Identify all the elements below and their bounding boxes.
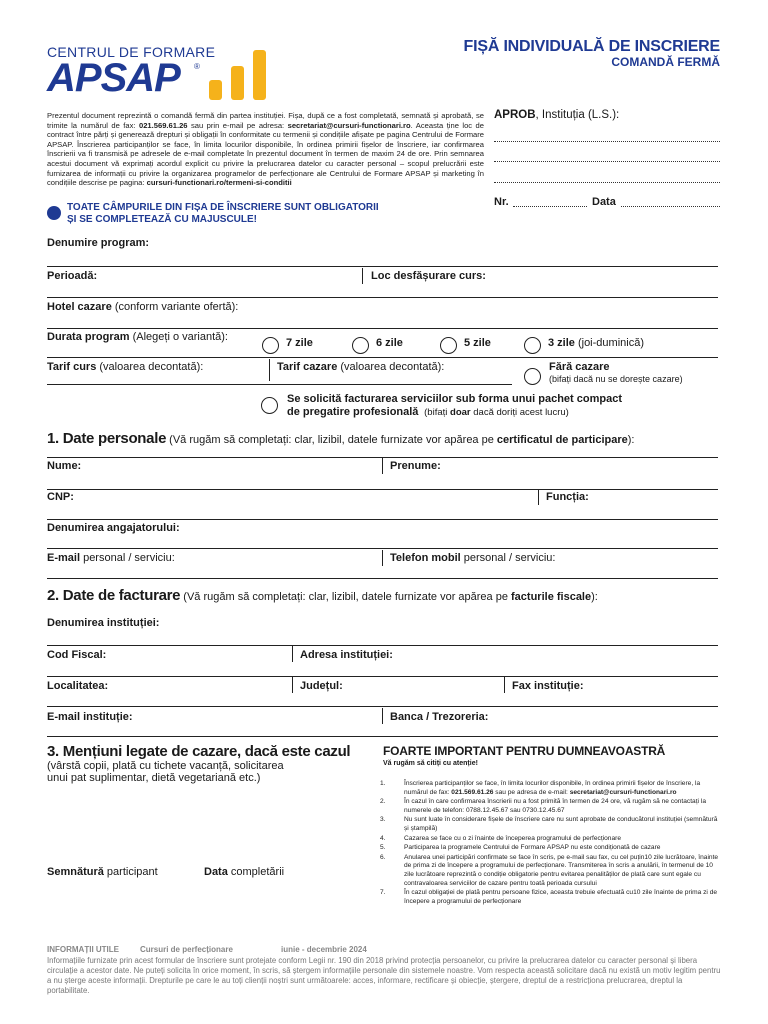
intro-paragraph (47, 111, 484, 188)
item-number: 3. (380, 816, 386, 824)
approval-label (494, 109, 619, 121)
duration-7-label: 7 zile (286, 337, 313, 349)
section-2-sub-post: ): (591, 591, 598, 603)
fee-line[interactable] (47, 384, 512, 385)
cnp-label: CNP: (47, 491, 74, 503)
contact-divider (382, 550, 383, 566)
section-3-heading: 3. Mențiuni legate de cazare, dacă este cazul (47, 743, 351, 760)
section-1-sub-bold: certificatul de participare (496, 434, 628, 446)
mobile-phone-label-bold: Telefon mobil (390, 552, 461, 564)
section-1-heading: 1. Date personale (47, 430, 167, 447)
section-1-sub-pre: (Vă rugăm să completați: clar, lizibil, datele furnizate vor apărea pe (166, 434, 497, 446)
completion-date-label (204, 866, 284, 878)
form-title: FIȘĂ INDIVIDUALĂ DE INSCRIERE (463, 38, 720, 55)
city-divider (292, 677, 293, 693)
personal-email-label (47, 552, 175, 564)
last-name-label: Nume: (47, 460, 82, 472)
location-label: Loc desfășurare curs: (371, 270, 486, 282)
cnp-field[interactable] (47, 519, 718, 520)
mobile-phone-label (390, 552, 555, 564)
item-7-text: În cazul obligației de plată pentru persoane fizice, aceasta trebuie efectuată cu10 zile înainte de prima zi de începere a programului de perfecționare (404, 889, 718, 905)
approval-label-rest: , Instituția (L.S.): (535, 109, 620, 121)
institution-name-field[interactable] (47, 645, 718, 646)
section-2-sub-bold: facturile fiscale (511, 591, 592, 603)
no-accommodation-checkbox[interactable] (524, 368, 541, 385)
tax-code-label: Cod Fiscal: (47, 649, 107, 661)
hotel-label-bold: Hotel cazare (47, 301, 112, 313)
approval-dotline-1[interactable] (494, 141, 720, 142)
section-1-sub-post: ): (627, 434, 635, 446)
item-1-text: Înscrierea participanților se face, în limita locurilor disponibile, în ordinea primirii fișelor de înscriere, la numărul de fax: (404, 780, 701, 796)
notice-line-1: TOATE CÂMPURILE DIN FIȘA DE ÎNSCRIERE SUNT OBLIGATORII (67, 202, 379, 213)
approval-dotline-2[interactable] (494, 161, 720, 162)
section-3-notes-area[interactable] (47, 788, 367, 860)
signature-label (47, 866, 158, 878)
item-number: 2. (380, 798, 386, 806)
section-2-sub-pre: (Vă rugăm să completați: clar, lizibil, datele furnizate vor apărea pe (180, 591, 512, 603)
important-item-7 (380, 889, 720, 906)
item-4-text: Cazarea se face cu o zi înainte de începerea programului de perfecționare (404, 834, 621, 842)
section-3-desc-2: unui pat suplimentar, dietă vegetariană etc.) (47, 772, 261, 784)
footer-courses: Cursuri de perfecționare (140, 945, 233, 954)
institution-email-label: E-mail instituție: (47, 711, 133, 723)
item-number: 5. (380, 844, 386, 852)
important-title: FOARTE IMPORTANT PENTRU DUMNEAVOASTRĂ (383, 744, 666, 758)
approval-data-label: Data (592, 196, 616, 208)
intro-terms-link[interactable]: cursuri-functionari.ro/termeni-si-conditii (146, 178, 292, 188)
logo-registered: ® (194, 62, 200, 71)
period-divider (362, 268, 363, 284)
program-name-field[interactable] (47, 266, 718, 267)
accommodation-fee-label-rest: (valoarea decontată): (337, 361, 445, 373)
package-note (422, 407, 569, 418)
package-line-2-bold: de pregatire profesională (287, 406, 419, 418)
name-field[interactable] (47, 489, 718, 490)
duration-3-label-bold: 3 zile (548, 337, 575, 349)
city-label: Localitatea: (47, 680, 109, 692)
duration-5-label: 5 zile (464, 337, 491, 349)
tax-code-divider (292, 646, 293, 662)
logo-brand: APSAP (47, 56, 180, 100)
personal-email-label-bold: E-mail (47, 552, 81, 564)
intro-text-3: . Aceasta ține loc de contract între părți și generează drepturi și obligații în conformitate cu termenii și condițiile afișate pe pagina Centrului de Formare APSAP. Înscrierea participanților se face, în limita locurilor disponibile, în ordinea primirii fișelor de înscriere, iar confirmarea înscrierii va fi transmisă pe adresele de e-mail completate în prezentul document în termen de maxim 24 de ore. Prin semnarea acestui document vă exprimați acordul explicit cu privire la prelucrarea datelor cu caracter personal – scopul prelucrării este furnizarea de informații cu privire la organizarea programelor de perfecționare ale Centrului de Formare APSAP și marketing în condițiile descrise pe pagina: (47, 120, 484, 188)
important-item-5 (380, 844, 720, 853)
institution-fax-label: Fax instituție: (512, 680, 584, 692)
intro-text-2: sau prin e-mail pe adresa: (187, 120, 288, 130)
item-5-text: Participarea la programele Centrului de Formare APSAP nu este condiționată de cazare (404, 844, 661, 852)
item-number: 6. (380, 853, 386, 861)
package-note-pre: (bifați (424, 407, 451, 418)
section-1-title (47, 430, 634, 447)
package-line-1: Se solicită facturarea serviciilor sub forma unui pachet compact (287, 393, 623, 405)
section-3-title (47, 743, 350, 760)
mobile-phone-label-rest: personal / serviciu: (460, 552, 556, 564)
item-number: 4. (380, 834, 386, 842)
institution-address-label: Adresa instituției: (300, 649, 393, 661)
hotel-field[interactable] (47, 328, 718, 329)
approval-data-field[interactable] (621, 206, 720, 207)
notice-dot-icon (47, 206, 61, 220)
item-1-mid: sau pe adresa de e-mail: (493, 788, 570, 796)
duration-7-radio[interactable] (262, 337, 279, 354)
item-1-fax: 021.569.61.26 (451, 788, 494, 796)
signature-label-rest: participant (103, 866, 158, 878)
form-subtitle: COMANDĂ FERMĂ (611, 55, 720, 69)
hotel-label (47, 301, 238, 313)
important-item-4 (380, 835, 720, 844)
item-2-text: În cazul în care confirmarea înscrierii nu a fost primită în termen de 24 ore, vă rugăm să ne contactați la numerele de telefon: 0788.12.45.67 sau 0730.12.45.67 (404, 798, 706, 814)
item-6-text: Anularea unei participări confirmate se face în scris, pe e-mail sau fax, cu cel puțin10 zile lucrătoare, înainte de prima zi de începere a programului de perfecționare. Transmiterea în scris a anulării, în termenul de 10 zile lucrătoare reprezintă o condiție obligatorie pentru evitarea penalităților de plată care sunt egale cu contravaloarea serviciilor de cazare pentru toată perioada cursului (404, 853, 719, 887)
notice-line-2: ȘI SE COMPLETEAZĂ CU MAJUSCULE! (67, 214, 258, 225)
duration-3-label-rest: (joi-duminică) (574, 337, 644, 349)
important-list (380, 780, 720, 907)
duration-label (47, 331, 228, 343)
duration-label-bold: Durata program (47, 331, 130, 343)
email-bank-field[interactable] (47, 736, 718, 737)
tax-address-field[interactable] (47, 676, 718, 677)
intro-fax: 021.569.61.26 (138, 120, 188, 130)
county-label: Județul: (300, 680, 343, 692)
item-3-text: Nu sunt luate în considerare fișele de înscriere care nu sunt aprobate de conducătorul instituției (semnătură și ștampilă) (404, 816, 718, 832)
contact-field[interactable] (47, 578, 718, 579)
important-item-2 (380, 798, 720, 815)
intro-email[interactable]: secretariat@cursuri-functionari.ro (287, 120, 411, 130)
email-bank-divider (382, 708, 383, 724)
duration-3-label (548, 337, 644, 349)
accommodation-fee-label-bold: Tarif cazare (277, 361, 338, 373)
county-divider (504, 677, 505, 693)
intro-text-1: Prezentul document reprezintă o comandă fermă din partea instituției. Fișa, după ce a fost completată, semnată și aprobată, se trimite la numărul de fax: (47, 111, 484, 130)
section-2-heading: 2. Date de facturare (47, 587, 181, 604)
duration-6-radio[interactable] (352, 337, 369, 354)
fee-divider (269, 359, 270, 381)
footer-label: INFORMAȚII UTILE (47, 945, 119, 954)
item-number: 7. (380, 889, 386, 897)
signature-label-bold: Semnătură (47, 866, 104, 878)
first-name-label: Prenume: (390, 460, 441, 472)
item-1-email[interactable]: secretariat@cursuri-functionari.ro (569, 788, 677, 796)
accommodation-fee-label (277, 361, 444, 373)
duration-3-radio[interactable] (524, 337, 541, 354)
program-name-label: Denumire program: (47, 237, 150, 249)
package-line-2 (287, 406, 569, 418)
hotel-label-rest: (conform variante ofertă): (111, 301, 239, 313)
approval-nr-label: Nr. (494, 196, 509, 208)
duration-5-radio[interactable] (440, 337, 457, 354)
logo-bars-icon (207, 48, 269, 102)
cnp-divider (538, 489, 539, 505)
course-fee-label (47, 361, 203, 373)
duration-line (47, 357, 718, 358)
name-divider (382, 458, 383, 474)
important-item-6 (380, 854, 720, 888)
important-item-1 (380, 780, 720, 797)
section-3-desc-1: (vârstă copii, plată cu tichete vacanță, solicitarea (47, 760, 284, 772)
institution-name-label: Denumirea instituției: (47, 617, 160, 629)
duration-6-label: 6 zile (376, 337, 403, 349)
section-2-title (47, 587, 598, 604)
function-label: Funcția: (546, 491, 589, 503)
no-accommodation-note: (bifați dacă nu se dorește cazare) (549, 374, 683, 384)
bank-label: Banca / Trezoreria: (390, 711, 489, 723)
city-county-fax-field[interactable] (47, 706, 718, 707)
approval-nr-field[interactable] (513, 206, 587, 207)
important-item-3 (380, 816, 720, 833)
personal-email-label-rest: personal / serviciu: (80, 552, 175, 564)
approval-label-bold: APROB (494, 109, 536, 121)
package-note-bold: doar (450, 407, 471, 418)
package-checkbox[interactable] (261, 397, 278, 414)
item-number: 1. (380, 780, 386, 787)
package-note-post: dacă doriți acest lucru) (470, 407, 569, 418)
logo (47, 44, 277, 104)
period-label: Perioadă: (47, 270, 98, 282)
completion-date-label-rest: completării (227, 866, 285, 878)
completion-date-label-bold: Data (204, 866, 228, 878)
footer-period: iunie - decembrie 2024 (281, 945, 367, 954)
duration-label-rest: (Alegeți o variantă): (129, 331, 228, 343)
footer-text: Informațiile furnizate prin acest formular de înscriere sunt protejate conform Legii nr. 190 din 2018 privind protecția persoanelor, cu privire la prelucrarea datelor cu caracter personal și libera circulație a acestor date. Ne puteți solicita în orice moment, în scris, să ștergem informațiile personale din sistemele noastre. Vom respecta această solicitare dacă nu există un motiv legitim pentru a nu șterge aceste informații. Drepturile pe care le au toți clienții noștri sunt următoarele: acces, informare, rectificare și obiecție, ștergere, dreptul de a restricționa prelucrarea, dreptul la portabilitate. (47, 956, 721, 995)
no-accommodation-label: Fără cazare (549, 361, 610, 373)
employer-field[interactable] (47, 548, 718, 549)
course-fee-label-bold: Tarif curs (47, 361, 97, 373)
logo-top-text: CENTRUL DE FORMARE (47, 44, 216, 60)
employer-label: Denumirea angajatorului: (47, 522, 180, 534)
approval-dotline-3[interactable] (494, 182, 720, 183)
period-location-field[interactable] (47, 297, 718, 298)
important-subtitle: Vă rugăm să citiți cu atenție! (383, 760, 478, 767)
course-fee-label-rest: (valoarea decontată): (96, 361, 204, 373)
